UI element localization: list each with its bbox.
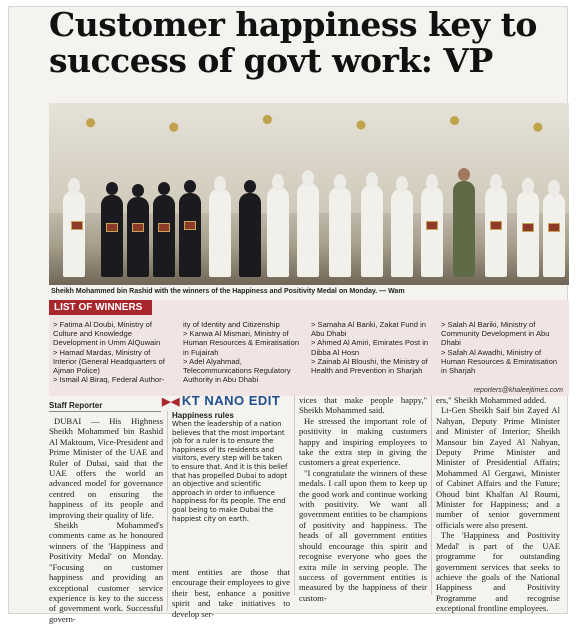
person-figure: [267, 187, 289, 277]
medal-plaque: [184, 221, 196, 230]
person-figure: [517, 191, 539, 277]
person-figure: [153, 195, 175, 277]
article-column-1: [49, 416, 163, 624]
article-paragraph: Sheikh Mohammed's comments came as he honoured winners of the 'Happiness and Positivity Medal' on Monday. "Focusing on customer happiness and providing an exceptional customer service experience is key to the success of government work. Successful govern-: [49, 520, 163, 624]
nano-subhead: Happiness rules: [172, 411, 234, 420]
article-paragraph: The 'Happiness and Positivity Medal' is part of the UAE programme for outstanding government services that seeks to achieve the goals of the National Happiness and Positivity Programme and recognise exceptional frontline employees.: [436, 530, 560, 614]
column-divider: [431, 395, 432, 595]
headline-line-1: Customer happiness key to: [49, 5, 537, 44]
nano-edit-label: KT NANO EDIT: [181, 393, 281, 408]
byline-rule: [49, 411, 161, 412]
winners-column-3: [311, 320, 433, 375]
column-divider: [167, 411, 168, 611]
winners-column-4: [441, 320, 565, 375]
person-figure: [485, 187, 507, 277]
person-figure: [329, 187, 351, 277]
reporter-email[interactable]: reporters@khaleejtimes.com: [473, 387, 563, 394]
person-figure: [63, 191, 85, 277]
article-paragraph: He stressed the important role of positivity in making customers happy and inspiring employees to take the extra step in giving the customers a great experience.: [299, 415, 427, 468]
winner-entry: > Adel Alyahmad, Telecommunications Regulatory Authority in Abu Dhabi: [183, 356, 291, 385]
nano-edit-badge: [162, 393, 280, 409]
winner-entry: > Safah Al Awadhi, Ministry of Human Resources & Emiratisation in Sharjah: [441, 347, 558, 376]
winners-column-1: [53, 320, 175, 384]
person-figure: [297, 183, 319, 277]
medal-plaque: [71, 221, 83, 230]
article-paragraph: DUBAI — His Highness Sheikh Mohammed bin Rashid Al Maktoum, Vice-President and Prime Minister of the UAE and Ruler of Dubai, said that the UAE offers the world an advanced model for governance centred on ensuring the happiness of its people and improving their quality of life.: [49, 416, 163, 520]
person-figure: [543, 193, 565, 277]
person-figure: [453, 181, 475, 277]
group-photo: [49, 103, 569, 285]
article-paragraph: "I congratulate the winners of these medals. I call upon them to keep up the good work and continue working with positivity. We want all government entities to be champions of positivity and happiness. The heads of all government entities should encourage this spirit and recognise everyone who goes the extra mile in serving people. The success of government entities is measured by the happiness of their custom-: [299, 467, 427, 603]
medal-plaque: [106, 223, 118, 232]
article-paragraph: Lt-Gen Sheikh Saif bin Zayed Al Nahyan, Deputy Prime Minister and Minister of Interior; Sheikh Mansour bin Zayed Al Nahyan, Deputy Prime Minister and Minister of Presidential Affairs; Mohammed Al Gergawi, Minister of Cabinet Affairs and the Future; Ohoud bint Khalfan Al Roumi, Minister for Happiness; and a number of senior government officials were also present.: [436, 405, 560, 530]
winner-entry: > Samaha Al Bariki, Zakat Fund in Abu Dhabi: [311, 320, 427, 339]
winner-entry: > Zainab Al Bloushi, the Ministry of Health and Prevention in Sharjah: [311, 356, 428, 376]
headline: [49, 7, 559, 79]
winners-box: [49, 300, 569, 396]
person-figure: [239, 193, 261, 277]
medal-plaque: [548, 223, 560, 232]
article-column-3: [299, 395, 427, 603]
person-figure: [421, 187, 443, 277]
nano-body: When the leadership of a nation believes that the most important job for a ruler is to ensure the happiness of its residents and visitors, every step will be taken to ensure that. And it is this belief that has propelled Dubai to adopt an objective and scientific approach in order to influence happiness for its people. The end goal being to make Dubai the happiest city on earth.: [172, 420, 288, 523]
person-figure: [179, 193, 201, 277]
medal-plaque: [490, 221, 502, 230]
newspaper-page: [8, 5, 568, 624]
person-figure: [209, 189, 231, 277]
photo-caption: Sheikh Mohammed bin Rashid with the winners of the Happiness and Positivity Medal on Monday. — Wam: [51, 288, 405, 295]
medal-plaque: [426, 221, 438, 230]
person-figure: [361, 185, 383, 277]
byline: Staff Reporter: [49, 401, 103, 410]
medal-plaque: [522, 223, 534, 232]
person-figure: [391, 189, 413, 277]
person-figure: [127, 197, 149, 277]
winner-entry: > Salah Al Bariki, Ministry of Community Development in Abu Dhabi: [441, 320, 550, 348]
article-paragraph: ers," Sheikh Mohammed added.: [436, 395, 547, 405]
medal-plaque: [158, 223, 170, 232]
medal-plaque: [132, 223, 144, 232]
article-paragraph: vices that make people happy," Sheikh Mohammed said.: [299, 395, 427, 416]
arrow-right-icon: ▶◀: [162, 396, 180, 408]
winner-entry: > Fatima Al Doubi, Ministry of Culture and Knowledge Development in Umm AlQuwain: [53, 320, 161, 348]
winner-entry: > Ismail Al Biraq, Federal Author-: [53, 375, 165, 385]
article-paragraph: ment entities are those that encourage their employees to give their best, enhance a positive spirit and take initiatives to develop ser-: [172, 567, 290, 619]
winners-column-2: [183, 320, 303, 384]
winner-entry: ity of Identity and Citizenship: [183, 320, 280, 329]
winner-entry: > Ahmed Al Amiri, Emirates Post in Dibba Al Hosn: [311, 338, 429, 357]
headline-line-2: success of govt work: VP: [49, 41, 493, 80]
winner-entry: > Hamad Mardas, Ministry of Interior (General Headquarters of Ajman Police): [53, 347, 165, 376]
article-column-2: [172, 567, 290, 619]
winners-title: LIST OF WINNERS: [49, 300, 152, 315]
person-figure: [101, 195, 123, 277]
article-column-4: [436, 395, 560, 614]
winner-entry: > Kanwa Al Mismari, Ministry of Human Resources & Emiratisation in Fujairah: [183, 329, 300, 357]
column-divider: [294, 395, 295, 595]
